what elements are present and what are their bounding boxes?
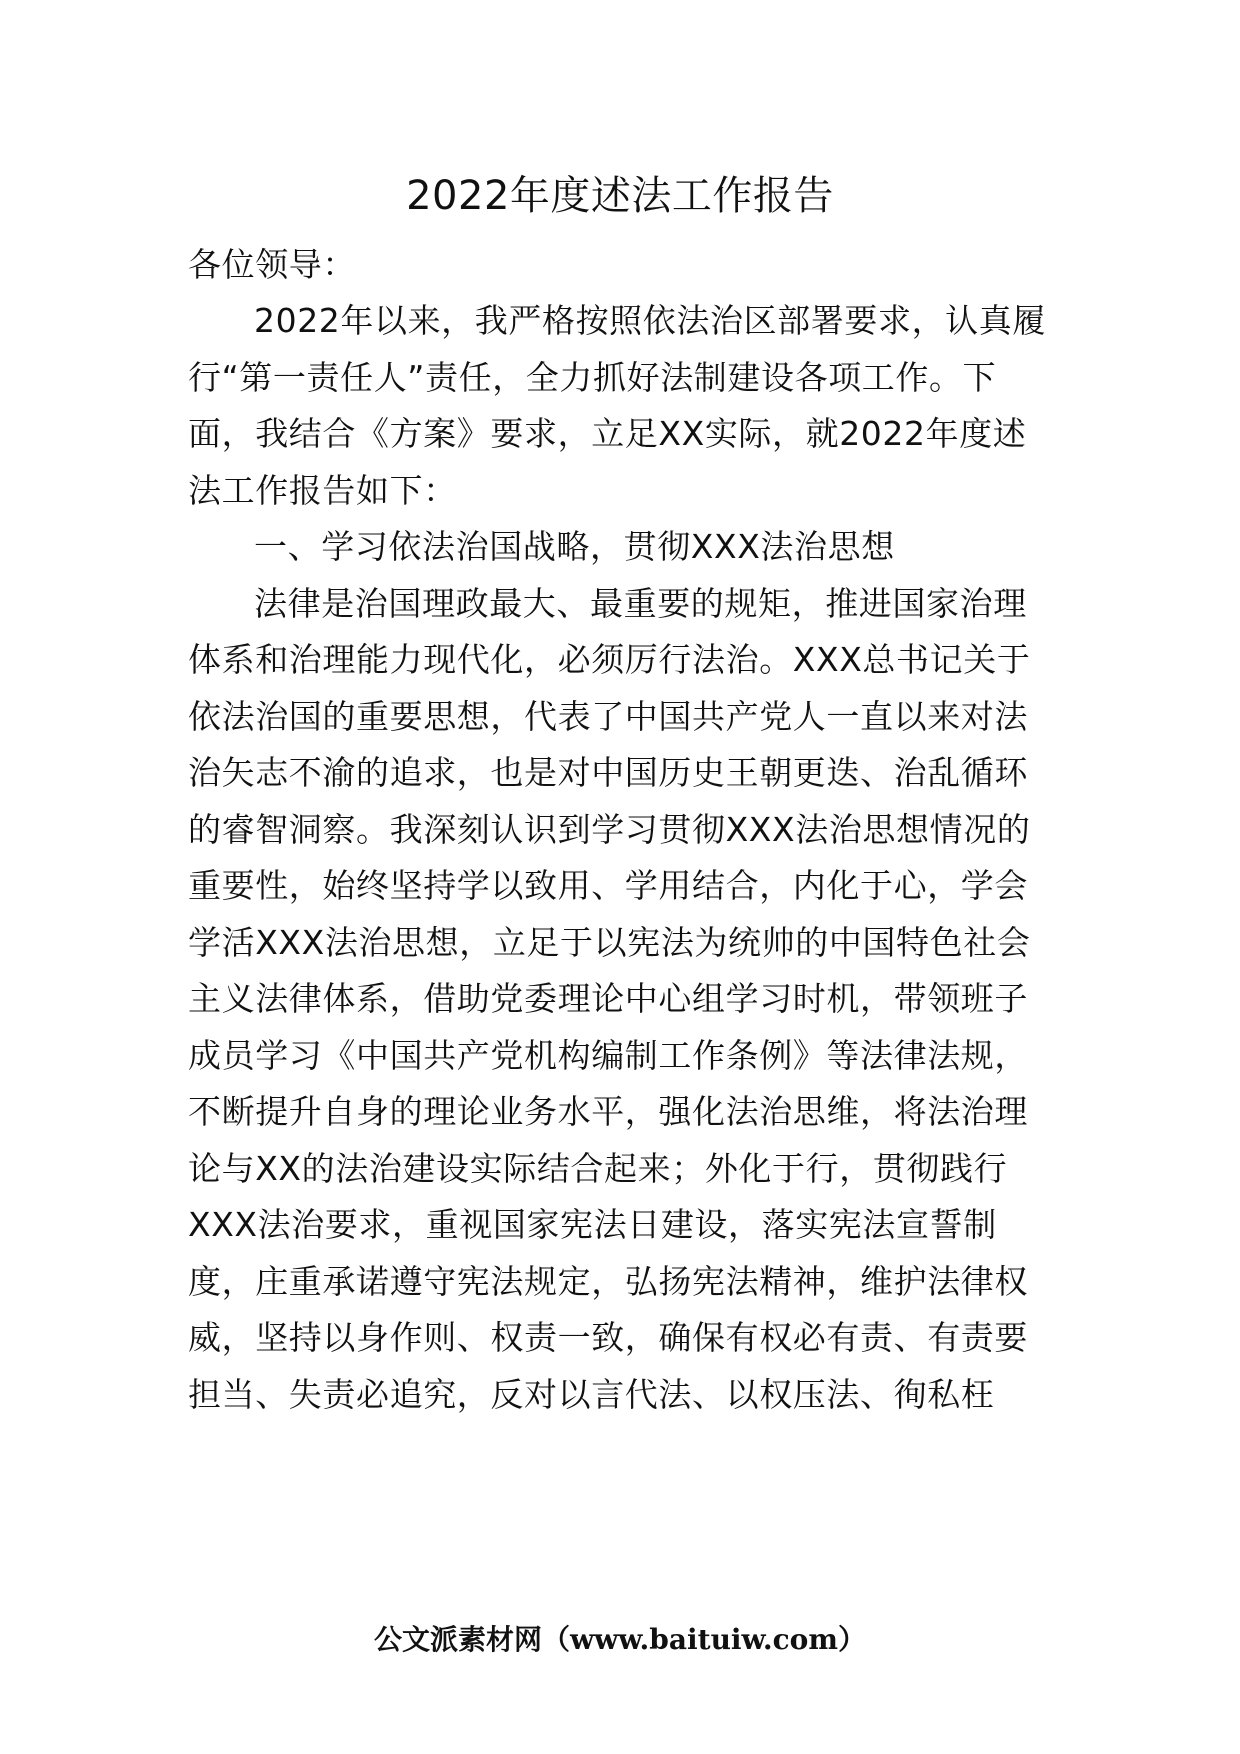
- paragraph-line: 面，我结合《方案》要求，立足XX实际，就2022年度述: [188, 414, 1027, 453]
- paragraph-line: 重要性，始终坚持学以致用、学用结合，内化于心，学会: [188, 866, 1028, 905]
- paragraph-line: 论与XX的法治建设实际结合起来；外化于行，贯彻践行: [188, 1149, 1008, 1188]
- paragraph-line: 学活XXX法治思想，立足于以宪法为统帅的中国特色社会: [188, 923, 1031, 962]
- paragraph-line: 不断提升自身的理论业务水平，强化法治思维，将法治理: [188, 1092, 1028, 1131]
- salutation: 各位领导：: [188, 245, 356, 284]
- paragraph-line: 行“第一责任人”责任，全力抓好法制建设各项工作。下: [188, 358, 997, 397]
- paragraph-line: 体系和治理能力现代化，必须厉行法治。XXX总书记关于: [188, 640, 1031, 679]
- paragraph-line: 度，庄重承诺遵守宪法规定，弘扬宪法精神，维护法律权: [188, 1262, 1028, 1301]
- paragraph-line: 主义法律体系，借助党委理论中心组学习时机，带领班子: [188, 979, 1028, 1018]
- footer-watermark: 公文派素材网（www.baituiw.com）: [374, 1623, 866, 1656]
- paragraph-line: 法律是治国理政最大、最重要的规矩，推进国家治理: [254, 584, 1027, 623]
- section-heading: 一、学习依法治国战略，贯彻XXX法治思想: [254, 527, 895, 566]
- document-title: 2022年度述法工作报告: [406, 173, 834, 219]
- paragraph-line: 治矢志不渝的追求，也是对中国历史王朝更迭、治乱循环: [188, 753, 1028, 792]
- paragraph-line: XXX法治要求，重视国家宪法日建设，落实宪法宣誓制: [188, 1205, 997, 1244]
- paragraph-line: 依法治国的重要思想，代表了中国共产党人一直以来对法: [188, 697, 1028, 736]
- paragraph-line: 法工作报告如下：: [188, 471, 457, 510]
- paragraph-line: 的睿智洞察。我深刻认识到学习贯彻XXX法治思想情况的: [188, 810, 1031, 849]
- paragraph-line: 成员学习《中国共产党机构编制工作条例》等法律法规，: [188, 1036, 1028, 1075]
- paragraph-line: 威，坚持以身作则、权责一致，确保有权必有责、有责要: [188, 1318, 1028, 1357]
- paragraph-line: 2022年以来，我严格按照依法治区部署要求，认真履: [254, 301, 1046, 340]
- paragraph-line: 担当、失责必追究，反对以言代法、以权压法、徇私枉: [188, 1375, 995, 1414]
